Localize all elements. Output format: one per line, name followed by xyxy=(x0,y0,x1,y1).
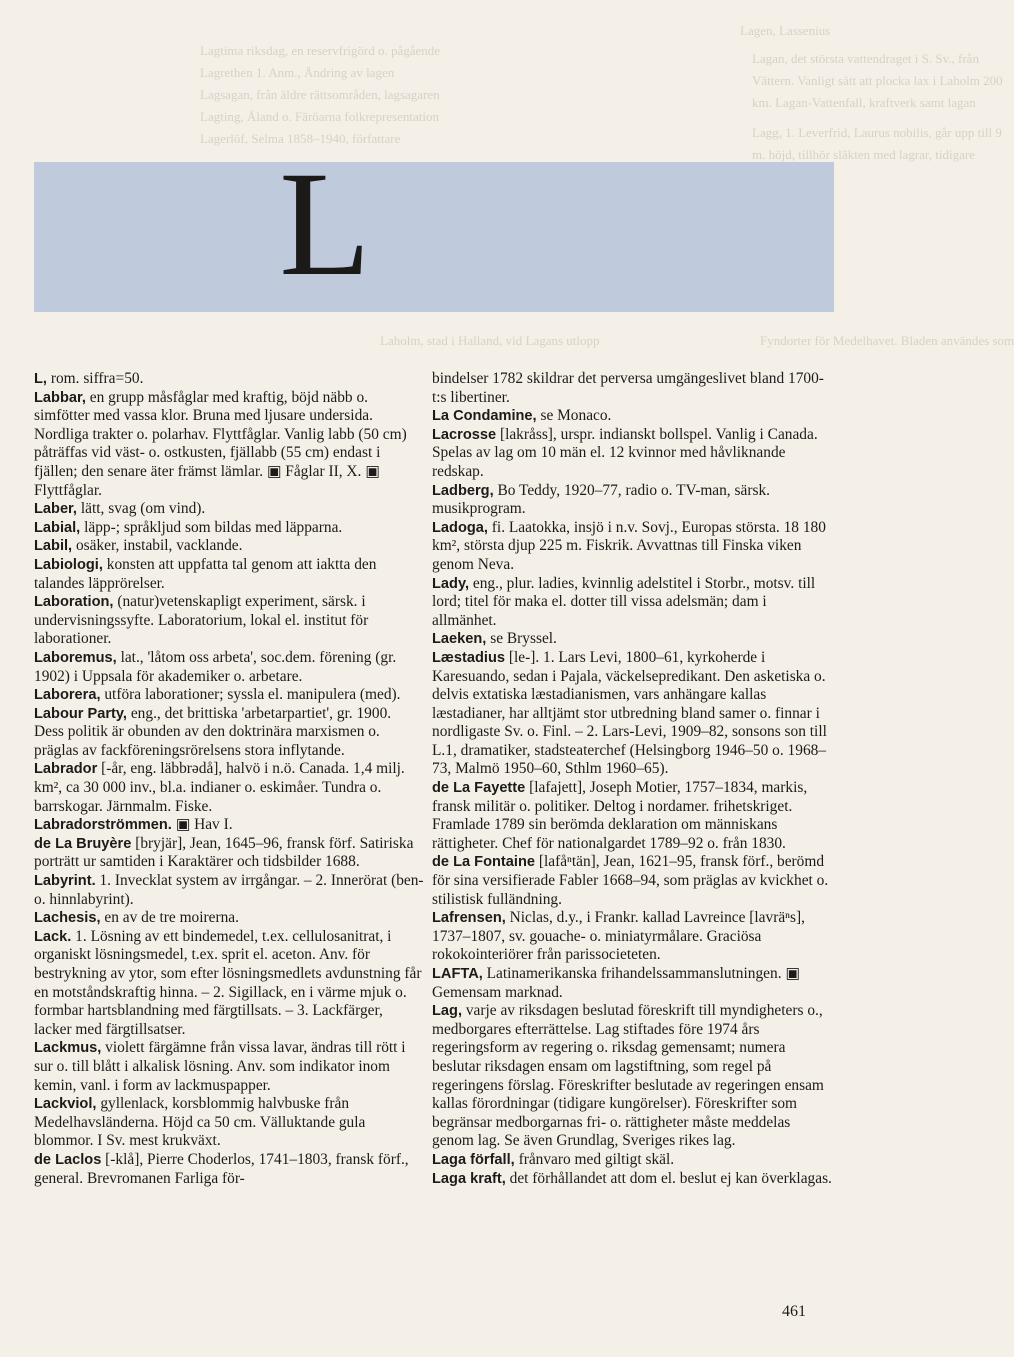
entry-headword: Ladoga, xyxy=(432,519,488,536)
dictionary-entry xyxy=(432,779,832,853)
dictionary-entry xyxy=(34,519,424,538)
entry-headword: L, xyxy=(34,371,47,387)
entry-headword: Lackviol, xyxy=(34,1096,97,1113)
right-column xyxy=(432,370,832,1188)
ghost-line: Lagan, det största vattendraget i S. Sv., från xyxy=(752,51,979,66)
dictionary-entry xyxy=(432,519,832,575)
entry-definition: utföra laborationer; syssla el. manipulera (med). xyxy=(100,686,401,704)
entry-headword: Labyrint. xyxy=(34,873,96,890)
ghost-line: Lagrethen 1. Anm., Ändring av lagen xyxy=(200,65,395,80)
dictionary-entry xyxy=(34,705,424,761)
entry-headword: Labradorströmmen. xyxy=(34,817,172,834)
dictionary-entry xyxy=(432,1151,832,1170)
entry-headword: Lacrosse xyxy=(432,426,497,443)
entry-definition: violett färgämne från vissa lavar, ändras till rött i sur o. till blått i alkalisk lösning. Anv. som indikator inom kemin, vanl. i form av lackmuspapper. xyxy=(34,1039,406,1094)
dictionary-entry xyxy=(34,1039,424,1095)
entry-definition: frånvaro med giltigt skäl. xyxy=(514,1150,675,1168)
entry-definition: lat., 'låtom oss arbeta', soc.dem. förening (gr. 1902) i Uppsala för akademiker o. arbetare. xyxy=(34,648,397,685)
dictionary-entry xyxy=(432,909,832,965)
entry-definition: eng., det brittiska 'arbetarpartiet', gr. 1900. Dess politik är obunden av den doktrinära marxismen o. präglas av fackföreningsrörelsens stora inflytande. xyxy=(34,704,392,759)
entry-definition: Niclas, d.y., i Frankr. kallad Lavreince [lavräⁿs], 1737–1807, sv. gouache- o. miniatyrmålare. Graciösa rokokointeriörer från parissocieteten. xyxy=(432,909,805,964)
entry-definition: konsten att uppfatta tal genom att iaktta den talandes läpprörelser. xyxy=(34,555,377,592)
entry-definition: fi. Laatokka, insjö i n.v. Sovj., Europas största. 18 180 km², största djup 225 m. Fiskrik. Avvattnas till Finska viken genom Neva. xyxy=(432,518,826,573)
entry-definition: läpp-; språkljud som bildas med läpparna. xyxy=(80,518,343,536)
entry-definition: en av de tre moirerna. xyxy=(100,909,239,927)
chapter-letter-glyph: L xyxy=(279,141,371,307)
dictionary-entry xyxy=(34,928,424,1040)
page-number: 461 xyxy=(782,1303,806,1320)
ghost-line: Vättern. Vanligt sätt att plocka lax i Laholm 200 xyxy=(752,73,1003,88)
entry-headword: Lag, xyxy=(432,1003,462,1020)
entry-definition: bindelser 1782 skildrar det perversa umgängeslivet bland 1700-t:s libertiner. xyxy=(432,370,824,406)
entry-definition: rom. siffra=50. xyxy=(46,370,144,387)
dictionary-entry xyxy=(34,1095,424,1151)
dictionary-entry xyxy=(34,1151,424,1188)
dictionary-entry xyxy=(432,853,832,909)
entry-definition: se Monaco. xyxy=(536,407,612,425)
ghost-line: m. höjd, tillhör släkten med lagrar, tidigare xyxy=(752,147,975,162)
dictionary-entry xyxy=(432,575,832,631)
dictionary-entry xyxy=(432,1002,832,1151)
entry-headword: de Laclos xyxy=(34,1151,102,1168)
entry-headword: Labil, xyxy=(34,538,73,555)
entry-definition: [le-]. 1. Lars Levi, 1800–61, kyrkoherde i Karesuando, sedan i Pajala, väckelsepredikant. Den asketiska o. delvis extatiska læstadianismen, vars anhängare kallas læstadianer, har alltjämt stor utbredning bland samer o. finnar i nordligaste Sv. o. Finl. – 2. Lars-Levi, 1909–82, sonsons son till L.1, dramatiker, stadsteaterchef (Helsingborg 1946–50 o. 1968–73, Malmö 1950–60, Sthlm 1960–65). xyxy=(432,648,827,778)
dictionary-entry xyxy=(432,649,832,779)
entry-headword: Laga kraft, xyxy=(432,1170,506,1187)
entry-headword: Lafrensen, xyxy=(432,910,506,927)
entry-definition: gyllenlack, korsblommig halvbuske från Medelhavsländerna. Höjd ca 50 cm. Välluktande gula blommor. I Sv. mest krukväxt. xyxy=(34,1095,366,1150)
entry-headword: Labrador xyxy=(34,761,98,778)
entry-headword: Ladberg, xyxy=(432,482,494,499)
entry-definition: 1. Invecklat system av irrgångar. – 2. Innerörat (ben- o. hinnlabyrint). xyxy=(34,872,424,908)
entry-headword: de La Bruyère xyxy=(34,835,132,852)
entry-headword: Labbar, xyxy=(34,389,86,406)
dictionary-entry xyxy=(432,1170,832,1189)
entry-definition: Bo Teddy, 1920–77, radio o. TV-man, särsk. musikprogram. xyxy=(432,481,770,518)
dictionary-entry xyxy=(432,370,832,407)
entry-headword: Laga förfall, xyxy=(432,1151,515,1168)
ghost-line: Lagerlöf, Selma 1858–1940, författare xyxy=(200,131,401,146)
entry-headword: de La Fayette xyxy=(432,780,526,797)
chapter-letter xyxy=(272,141,378,307)
entry-definition: osäker, instabil, vacklande. xyxy=(72,537,243,555)
dictionary-entry xyxy=(34,593,424,649)
entry-definition: eng., plur. ladies, kvinnlig adelstitel i Storbr., motsv. till lord; titel för maka el. dotter till vissa adelsmän; dam i allmänhet. xyxy=(432,574,816,629)
dictionary-entry xyxy=(432,482,832,519)
entry-definition: [lafajett], Joseph Motier, 1757–1834, markis, fransk militär o. politiker. Deltog i nordamer. frihetskriget. Framlade 1789 sin berömda deklaration om människans rättigheter. Chef för nationalgardet 1789–92 o. från 1830. xyxy=(432,779,808,852)
entry-definition: (natur)vetenskapligt experiment, särsk. i undervisningssyfte. Laboratorium, lokal el. institut för laborationer. xyxy=(34,593,369,648)
dictionary-entry xyxy=(34,835,424,872)
entry-headword: Laber, xyxy=(34,501,77,518)
entry-headword: Labour Party, xyxy=(34,705,127,722)
dictionary-entry xyxy=(34,760,424,816)
entry-definition: se Bryssel. xyxy=(486,630,557,648)
entry-definition: [-år, eng. läbbrədå], halvö i n.ö. Canada. 1,4 milj. km², ca 30 000 inv., bl.a. indianer o. eskimåer. Tundra o. barrskogar. Järnmalm. Fiske. xyxy=(34,760,405,815)
entry-headword: Laeken, xyxy=(432,631,487,648)
entry-definition: lätt, svag (om vind). xyxy=(77,500,206,518)
dictionary-entry xyxy=(34,686,424,705)
entry-definition: [lakråss], urspr. indianskt bollspel. Vanlig i Canada. Spelas av lag om 10 män el. 12 kvinnor med håvliknande redskap. xyxy=(432,425,818,480)
dictionary-entry xyxy=(34,370,424,389)
entry-headword: Labial, xyxy=(34,519,81,536)
entry-definition: Latinamerikanska frihandelssammanslutningen. ▣ Gemensam marknad. xyxy=(432,965,800,1001)
entry-definition: en grupp måsfåglar med kraftig, böjd näbb o. simfötter med vassa klor. Bruna med ljusare undersida. Nordliga trakter o. polarhav. Flyttfåglar. Vanlig labb (50 cm) påträffas vid väst- o. ostkusten, fjällabb (55 cm) endast i fjällen; den senare äter främst lämlar. ▣ Fåglar II, X. ▣ Flyttfåglar. xyxy=(34,388,407,499)
dictionary-entry xyxy=(34,909,424,928)
entry-headword: Lackmus, xyxy=(34,1040,102,1057)
ghost-line: Lagting, Åland o. Färöarna folkrepresentation xyxy=(200,109,439,124)
entry-definition: ▣ Hav I. xyxy=(171,816,233,834)
dictionary-entry xyxy=(34,649,424,686)
ghost-header: Lagen, Lassenius xyxy=(740,23,831,38)
entry-definition: varje av riksdagen beslutad föreskrift till myndigheters o., medborgares efterrättelse. Lag stiftades före 1974 års regeringsform av regering o. riksdag gemensamt; numera beslutar riksdagen ensam om lagstiftning, som regel på regeringens förslag. Föreskrifter beslutade av regeringen ensam kallas förordningar (tidigare kungörelser). Föreskrifter som begränsar medborgarnas fri- o. rättigheter måste meddelas genom lag. Se även Grundlag, Sveriges rikes lag. xyxy=(432,1002,824,1150)
ghost-line: Fyndorter för Medelhavet. Bladen användes som xyxy=(760,333,1014,348)
dictionary-entry xyxy=(34,500,424,519)
ghost-line: Lagsagan, från äldre rättsområden, lagsagaren xyxy=(200,87,440,102)
dictionary-entry xyxy=(34,556,424,593)
entry-headword: Lachesis, xyxy=(34,910,101,927)
chapter-banner xyxy=(34,162,834,312)
dictionary-entry xyxy=(34,389,424,501)
entry-headword: La Condamine, xyxy=(432,408,537,425)
left-column xyxy=(34,370,424,1188)
ghost-line: Laholm, stad i Halland, vid Lagans utlopp xyxy=(380,333,600,348)
entry-definition: [bryjär], Jean, 1645–96, fransk förf. Satiriska porträtt ur samtiden i Karaktärer och tidsbilder 1688. xyxy=(34,834,414,871)
entry-headword: Læstadius xyxy=(432,649,505,666)
dictionary-entry xyxy=(34,537,424,556)
entry-headword: de La Fontaine xyxy=(432,854,535,871)
ghost-line: km. Lagan-Vattenfall, kraftverk samt lagan xyxy=(752,95,976,110)
dictionary-entry xyxy=(432,407,832,426)
dictionary-entry xyxy=(34,816,424,835)
entry-headword: Lady, xyxy=(432,575,470,592)
dictionary-entry xyxy=(34,872,424,909)
entry-definition: det förhållandet att dom el. beslut ej kan överklagas. xyxy=(505,1169,832,1187)
entry-headword: Laborera, xyxy=(34,687,101,704)
dictionary-entry xyxy=(432,630,832,649)
ghost-line: Lagg, 1. Leverfrid, Laurus nobilis, går upp till 9 xyxy=(752,125,1002,140)
entry-headword: Laboremus, xyxy=(34,649,117,666)
entry-definition: 1. Lösning av ett bindemedel, t.ex. cellulosanitrat, i organiskt lösningsmedel, t.ex. sprit el. aceton. Anv. för bestrykning av ytor, som efter lösningsmedlets avdunstning får en motståndskraftig hinna. – 2. Sigillack, en i värme mjuk o. formbar hartsblandning med färgtillsats. – 3. Lackfärger, lacker med färgtillsatser. xyxy=(34,927,422,1038)
entry-headword: Labiologi, xyxy=(34,556,103,573)
entry-definition: [-klå], Pierre Choderlos, 1741–1803, fransk förf., general. Brevromanen Farliga för- xyxy=(34,1150,409,1187)
dictionary-entry xyxy=(432,426,832,482)
ghost-line: Lagtima riksdag, en reservfrigörd o. pågående xyxy=(200,43,441,58)
entry-headword: Lack. xyxy=(34,928,72,945)
dictionary-entry xyxy=(432,965,832,1002)
entry-headword: LAFTA, xyxy=(432,966,483,982)
entry-headword: Laboration, xyxy=(34,594,114,611)
entry-definition: [lafåⁿtän], Jean, 1621–95, fransk förf., berömd för sina versifierade Fabler 1668–94, som präglas av kvickhet o. stilistisk fulländning. xyxy=(432,853,829,908)
